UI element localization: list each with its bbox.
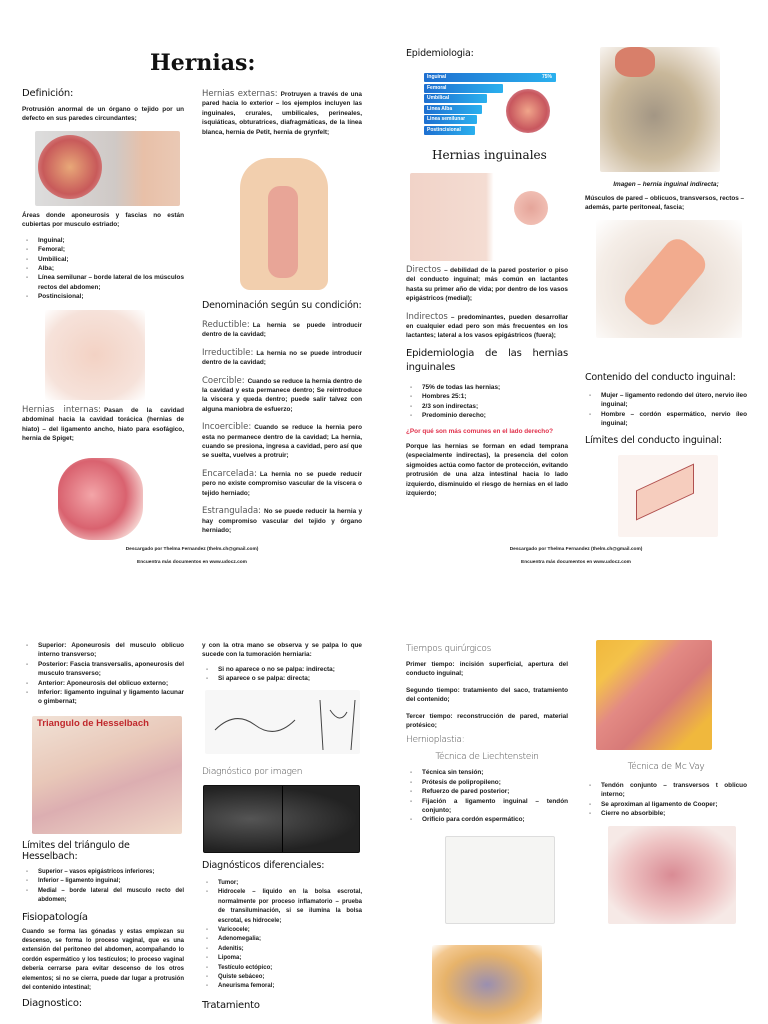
list-item: - Umbilical; <box>22 255 184 264</box>
surgical-photo-image <box>432 945 542 1024</box>
list-item: - Inferior: ligamento inguinal y ligamento lacunar o gimbernat; <box>22 688 184 707</box>
list-item: - Línea semilunar – borde lateral de los músculos rectos del abdomen; <box>22 273 184 292</box>
denominacion-section <box>202 300 362 535</box>
list-item: - Quiste sebáceo; <box>202 973 362 982</box>
hernia-sites-image <box>45 310 145 400</box>
externas-text: Protruyen a través de una pared hacia lo exterior – los ejemplos incluyen las inguinales, crurales, umbilicales, perineales, isquiáticas, obturatrices, diafragmáticas, de la línea blanca, hernia de Petit, hernia de grynfelt; <box>202 91 362 136</box>
contenido-section <box>585 372 747 446</box>
hiatal-hernia-image <box>58 458 143 540</box>
irreductible-label: Irreductible: <box>202 347 254 358</box>
triangulo-title: Triangulo de Hesselbach <box>37 718 149 729</box>
footer-right <box>384 543 768 569</box>
list-item: - Medial – borde lateral del musculo recto del abdomen; <box>22 887 184 906</box>
inguinal-canal-image <box>596 220 742 338</box>
list-item: - Hombre – cordón espermático, nervio íleo inguinal; <box>585 410 747 429</box>
list-item: - Testículo ectópico; <box>202 964 362 973</box>
limites-conducto-heading: Límites del conducto inguinal: <box>585 434 722 446</box>
list-item: - Superior – vasos epigástricos inferiores; <box>22 868 184 877</box>
mcvay-heading: Técnica de Mc Vay <box>627 762 705 772</box>
image-caption: Imagen – hernia inguinal indirecta; <box>613 181 719 188</box>
list-item: - Varicocele; <box>202 926 362 935</box>
diagnostico-heading: Diagnostico: <box>22 998 82 1010</box>
reductible-label: Reductible: <box>202 320 250 330</box>
epi-inguinales-heading: Epidemiologia de las hernias inguinales <box>406 347 568 373</box>
direct-indirect-hernia-image <box>410 173 562 261</box>
list-item: - Si no aparece o no se palpa: indirecta; <box>202 665 362 674</box>
footer-link[interactable]: Encuentra más documentos en www.udocz.com <box>521 560 631 565</box>
list-item: - 2/3 son indirectas; <box>406 402 568 411</box>
bar-linea-semilunar <box>424 115 477 124</box>
hernias-externas <box>202 90 362 137</box>
triangulo-heading: Límites del triángulo de Hesselbach: <box>22 840 130 862</box>
hesselbach-triangle-image <box>32 716 182 834</box>
list-item: - Hombres 25:1; <box>406 392 568 401</box>
list-item: - Cierre no absorbible; <box>585 809 747 818</box>
list-item: - Anterior: Aponeurosis del oblicuo externo; <box>22 679 184 688</box>
tiempos-heading: Tiempos quirúrgicos <box>406 644 492 654</box>
tiempo-1: Primer tiempo: incisión superficial, apertura del conducto inguinal; <box>406 661 568 678</box>
bar-label: Linea semilunar <box>427 116 466 123</box>
bar-femoral <box>424 84 503 93</box>
indirectos-text: – predominantes, pueden desarrollar en cualquier edad pero son más frecuentes en los lactantes; lateral a los vasos epigástricos (fuera); <box>406 313 568 340</box>
list-item: - Mujer – ligamento redondo del útero, nervio ileo inguinal; <box>585 391 747 410</box>
list-item: - Predominio derecho; <box>406 411 568 420</box>
bar-label: Umbilical <box>427 95 450 102</box>
directos-text: – debilidad de la pared posterior o piso del conducto inguinal; más común en lactantes hasta su primer año de vida; por dentro de los vasos epigástricos (medial); <box>406 267 568 303</box>
mcvay-surgical-image <box>596 640 712 750</box>
list-item: - Técnica sin tensión; <box>406 768 568 777</box>
triangulo-section <box>22 840 184 1009</box>
tiempo-3: Tercer tiempo: reconstrucción de pared, material protésico; <box>406 712 568 730</box>
externas-label: Hernias externas: <box>202 89 278 99</box>
list-item: - Hidrocele – liquido en la bolsa escrotal, normalmente por proceso inflamatorio – prueba de transiluminación, si se ilumina la bolsa escrotal, es hidrocele; <box>202 888 362 926</box>
definicion-section <box>22 88 184 124</box>
list-item: - Tendón conjunto – transversos t oblicuo interno; <box>585 781 747 800</box>
list-item: - Femoral; <box>22 245 184 254</box>
indirect-hernia-anatomy-image <box>600 47 720 172</box>
list-item: - Lipoma; <box>202 954 362 963</box>
internas-label: Hernias internas: <box>22 405 102 415</box>
list-item: - Inguinal; <box>22 236 184 245</box>
ultrasound-image <box>203 785 360 853</box>
incoercible-text: Cuando se reduce la hernia pero esta no permanece dentro de la cavidad; La hernia, cuando se presiona, ingresa a cavidad, pero así que se suelta, vuelves a protruir; <box>202 424 362 460</box>
encarcelada-text: La hernia no se puede reducir pero no existe compromiso vascular de la víscera o tejido herniado; <box>202 470 362 497</box>
hernioplastia-heading: Hernioplastia: <box>406 735 465 746</box>
list-item: - Inferior – ligamento inguinal; <box>22 877 184 886</box>
inguinales-heading: Hernias inguinales <box>432 148 547 162</box>
list-item: - Prótesis de polipropileno; <box>406 778 568 787</box>
fisiopatologia-heading: Fisiopatología <box>22 911 88 923</box>
list-item: - Postincisional; <box>22 292 184 301</box>
mcvay-section <box>585 781 747 819</box>
liechtenstein-mesh-diagram <box>445 836 555 924</box>
palpacion-section <box>202 641 362 684</box>
estrangulada-text: No se puede reducir la hernia y hay compromiso vascular del tejido y órgano herniado; <box>202 508 362 534</box>
areas-section <box>22 211 184 302</box>
list-item: - Posterior: Fascia transversalis, aponeurosis del musculo transverso; <box>22 660 184 679</box>
footer-left <box>0 543 384 569</box>
coercible-label: Coercible: <box>202 375 245 386</box>
footer-link[interactable]: Encuentra más documentos en www.udocz.com <box>137 560 247 565</box>
hernias-internas <box>22 406 184 444</box>
list-item: - Adenitis; <box>202 945 362 954</box>
definicion-heading: Definición: <box>22 88 74 99</box>
reductible-text: La hernia se puede introducir dentro de la cavidad; <box>202 322 362 339</box>
tratamiento-heading: Tratamiento <box>202 999 260 1011</box>
coercible-text: Cuando se reduce la hernia dentro de la cavidad y esta permanece dentro; Se reintroduce la víscera y queda dentro; puede salir talvez con alguna maniobra de esfuerzo; <box>202 377 362 413</box>
palpation-sketch-image <box>205 690 360 754</box>
contenido-heading: Contenido del conducto inguinal: <box>585 372 736 383</box>
hernia-illustration-image <box>35 131 180 206</box>
list-item: - 75% de todas las hernias; <box>406 383 568 392</box>
estrangulada-label: Estrangulada: <box>202 506 262 517</box>
list-item: - Si aparece o se palpa: directa; <box>202 674 362 683</box>
areas-text: Áreas donde aponeurosis y fascias no están cubiertas por musculo estriado; <box>22 212 184 229</box>
abdominal-wall-hernias-image <box>212 146 358 290</box>
epidemiologia-heading: Epidemiologia: <box>406 48 474 59</box>
list-item: - Superior: Aponeurosis del musculo oblicuo interno transverso; <box>22 641 184 660</box>
footer-download: Descargado por Thelma Fernandez (thelm.ch@gmail.com) <box>509 547 643 552</box>
diferenciales-section <box>202 860 362 1011</box>
palpacion-text: y con la otra mano se observa y se palpa lo que sucede con la tumoración herniaria: <box>202 642 362 659</box>
list-item: - Aneurisma femoral; <box>202 982 362 991</box>
indirectos-label: Indirectos <box>406 311 448 322</box>
encarcelada-label: Encarcelada: <box>202 468 257 479</box>
bar-postincisional <box>424 126 475 135</box>
page-title: Hernias: <box>150 50 256 76</box>
internas-text: Pasan de la cavidad abdominal hacia la cavidad torácica (hernias de hiato) – del ligamento ancho, hiato para esofágico, hernia de Spiget; <box>22 407 184 443</box>
bar-umbilical <box>424 94 487 103</box>
imagen-heading: Diagnóstico por imagen <box>202 767 303 777</box>
diferenciales-heading: Diagnósticos diferenciales: <box>202 860 325 871</box>
tiempos-section <box>406 644 568 825</box>
directos-label: Directos <box>406 265 442 275</box>
list-item: - Adenomegalia; <box>202 935 362 944</box>
definicion-text: Protrusión anormal de un órgano o tejido por un defecto en sus paredes circundantes; <box>22 106 184 123</box>
bar-label: Femoral <box>427 84 447 91</box>
list-item: - Se aproximan al ligamento de Cooper; <box>585 800 747 809</box>
incoercible-label: Incoercible: <box>202 422 252 433</box>
fisiopatologia-text: Cuando se forma las gónadas y estas empiezan su descenso, se forma lo proceso vaginal, que es una extensión del peritoneo del abdomen, acompañando lo cordón espermático y los testículos; lo proceso vaginal debería cerrarse para evitar descenso de los otros elementos; si no se cierra, puede dar lugar a protrusión del contenido intestinal; <box>22 928 184 992</box>
bar-value-label: 75% <box>541 74 552 80</box>
list-item: - Tumor; <box>202 879 362 888</box>
list-item: - Orificio para cordón espermático; <box>406 815 568 824</box>
musculos-text: Músculos de pared – oblicuos, transversos, rectos – además, parte peritoneal, fascia; <box>585 195 745 212</box>
bar-linea-alba <box>424 105 482 114</box>
tipos-inguinales <box>406 266 568 498</box>
bar-label: Inguinal <box>427 74 447 80</box>
answer-text: Porque las hernias se forman en edad temprana (especialmente indirectas), la presencia del colon sigmoides actúa como factor de protección, evitando protrusión de una alza intestinal hacia lo lado izquierdo, disminuido el riesgo de hernias en el lado izquierdo; <box>406 442 568 497</box>
inguinal-canal-limits-diagram <box>618 455 718 537</box>
denominacion-heading: Denominación según su condición: <box>202 300 362 311</box>
mcvay-repair-image <box>608 826 736 924</box>
irreductible-text: La hernia no se puede introducir dentro de la cavidad; <box>202 349 362 367</box>
bar-label: Linea Alba <box>427 105 453 112</box>
bar-inguinal <box>424 73 556 82</box>
footer-download: Descargado por Thelma Fernandez (thelm.ch@gmail.com) <box>125 547 259 552</box>
list-item: - Fijación a ligamento inguinal – tendón conjunto; <box>406 797 568 816</box>
bar-label: Postincisional <box>427 126 461 133</box>
list-item: - Alba; <box>22 264 184 273</box>
liechtenstein-heading: Técnica de Liechtenstein <box>435 752 539 763</box>
list-item: - Refuerzo de pared posterior; <box>406 787 568 796</box>
hernia-circle-image <box>506 89 550 133</box>
tiempo-2: Segundo tiempo: tratamiento del saco, tratamiento del contenido; <box>406 686 568 704</box>
question-text: ¿Por qué son más comunes en el lado derecho? <box>406 428 554 436</box>
limites-list-section <box>22 641 184 707</box>
